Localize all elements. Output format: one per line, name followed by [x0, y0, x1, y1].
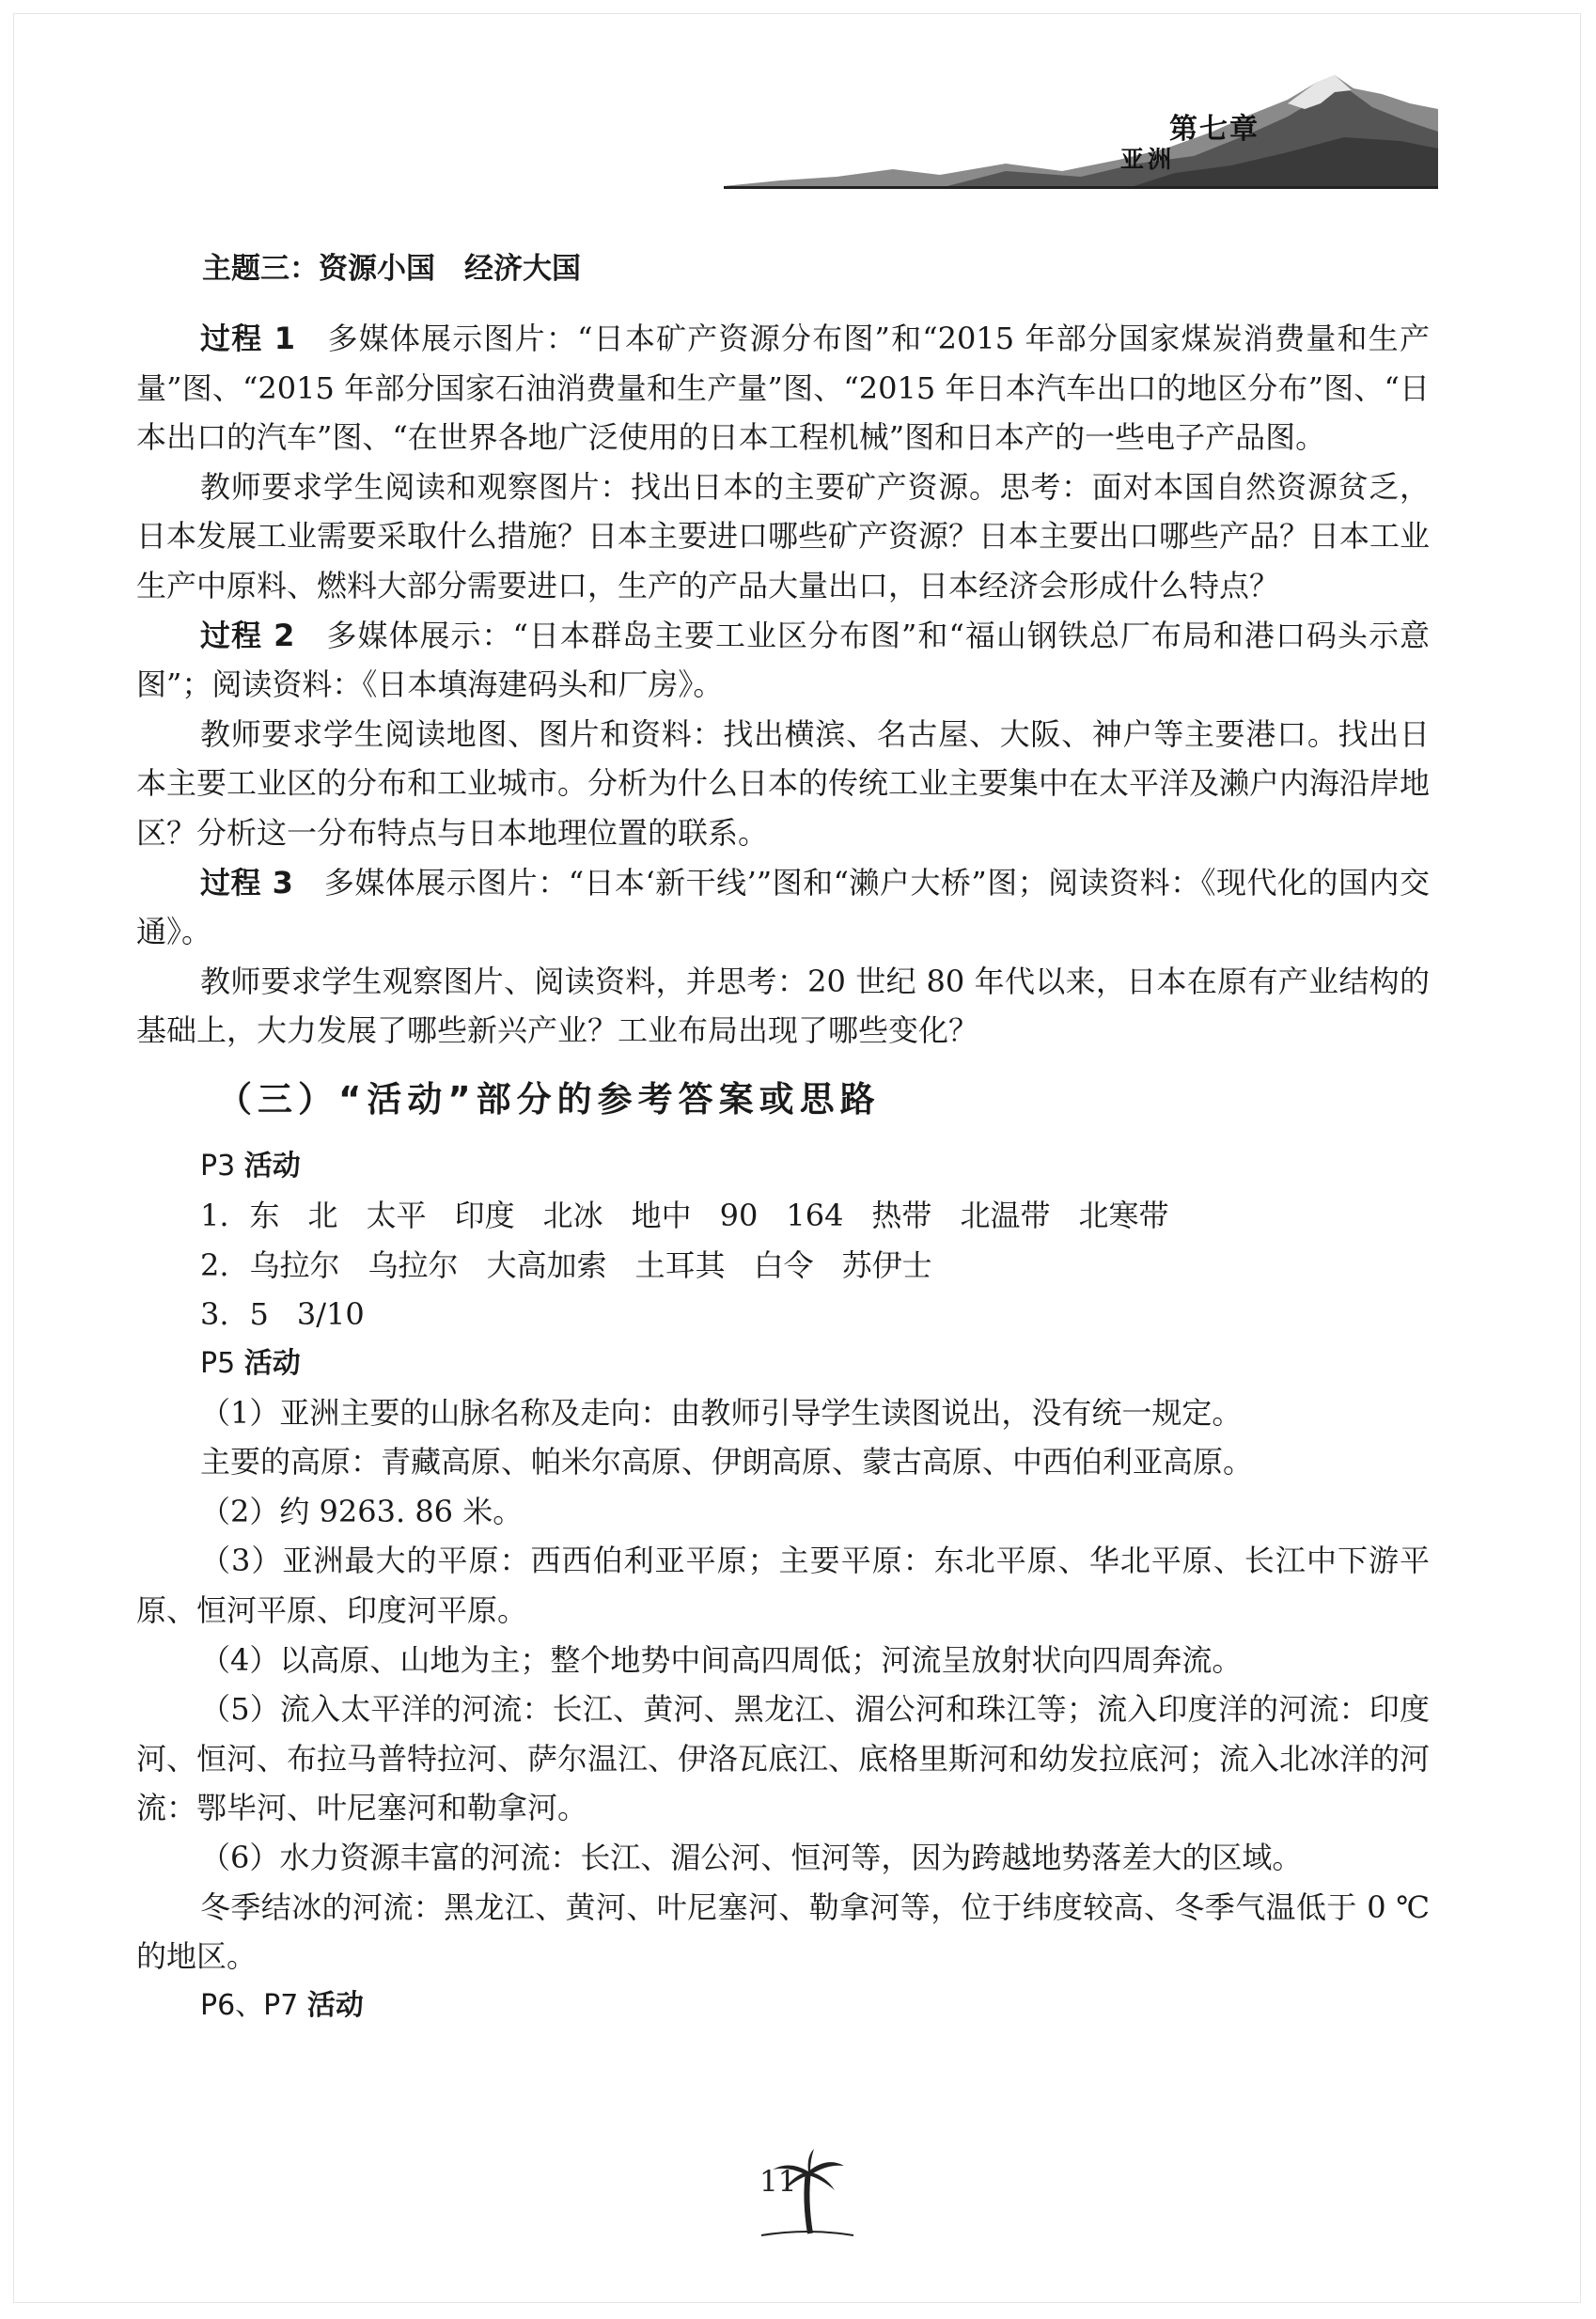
- p5-answer-3: （3）亚洲最大的平原：西西伯利亚平原；主要平原：东北平原、华北平原、长江中下游平原、恒河平原、印度河平原。: [136, 1543, 1430, 1629]
- paragraph-2: 教师要求学生阅读地图、图片和资料：找出横滨、名古屋、大阪、神户等主要港口。找出日本主要工业区的分布和工业城市。分析为什么日本的传统工业主要集中在太平洋及濑户内海沿岸地区？分析这一分布特点与日本地理位置的联系。: [136, 715, 1431, 851]
- process-1-text: 多媒体展示图片：“日本矿产资源分布图”和“2015 年部分国家煤炭消费量和生产量”图、“2015 年部分国家石油消费量和生产量”图、“2015 年日本汽车出口的地区分布”图、“日本出口的汽车”图、“在世界各地广泛使用的日本工程机械”图和日本产的一些电子产品图。: [136, 321, 1430, 456]
- process-2-text: 多媒体展示：“日本群岛主要工业区分布图”和“福山钢铁总厂布局和港口码头示意图”；阅读资料：《日本填海建码头和厂房》。: [136, 617, 1430, 703]
- answer-item: 北冰: [542, 1197, 603, 1233]
- answer-item: 地中: [631, 1197, 692, 1233]
- p5-answer-6b: 冬季结冰的河流：黑龙江、黄河、叶尼塞河、勒拿河等，位于纬度较高、冬季气温低于 0 ℃的地区。: [136, 1888, 1430, 1975]
- p5-heading: [200, 1340, 1430, 1388]
- answer-item: 北温带: [960, 1197, 1051, 1233]
- page-number: 11: [759, 2165, 797, 2199]
- p6-p7-page: P6、P7: [200, 1988, 299, 2022]
- answer-item: 土耳其: [634, 1246, 726, 1283]
- paragraph-3: 教师要求学生观察图片、阅读资料，并思考：20 世纪 80 年代以来，日本在原有产业结构的基础上，大力发展了哪些新兴产业？工业布局出现了哪些变化？: [136, 963, 1430, 1049]
- answer-item: 苏伊士: [841, 1246, 932, 1283]
- p5-answer-6: （6）水力资源丰富的河流：长江、湄公河、恒河等，因为跨越地势落差大的区域。: [200, 1840, 1303, 1876]
- answer-item: 太平: [366, 1197, 427, 1233]
- p3-activity-word: 活动: [243, 1149, 301, 1183]
- process-3-text: 多媒体展示图片：“日本‘新干线’”图和“濑户大桥”图；阅读资料：《现代化的国内交通》。: [136, 864, 1430, 950]
- main-content: [136, 243, 1430, 2030]
- process-2-paragraph: [136, 611, 1430, 710]
- p6-p7-heading: [200, 1982, 1430, 2030]
- answer-item: 大高加索: [486, 1246, 607, 1283]
- process-3-label: 过程 3: [200, 864, 293, 901]
- p3-answer-line-3: 3. 5 3/10: [200, 1290, 1430, 1340]
- p5-activity-word: 活动: [243, 1346, 301, 1380]
- mountain-header-icon: [724, 66, 1438, 207]
- answer-item: 北: [307, 1197, 338, 1233]
- process-3-paragraph: [136, 858, 1430, 957]
- process-2-label: 过程 2: [200, 617, 295, 653]
- answer-item: 北寒带: [1078, 1197, 1169, 1233]
- answer-item: 90: [719, 1197, 759, 1233]
- p5-answer-2: （2）约 9263. 86 米。: [200, 1493, 524, 1529]
- p5-page: P5: [200, 1346, 236, 1380]
- p3-heading: [200, 1142, 1430, 1191]
- section-title: （三）“活动”部分的参考答案或思路: [217, 1078, 881, 1120]
- answer-item: 164: [786, 1197, 844, 1233]
- answer-item: 乌拉尔: [249, 1246, 340, 1283]
- answer-item: 5: [249, 1296, 269, 1333]
- paragraph-1: 教师要求学生阅读和观察图片：找出日本的主要矿产资源。思考：面对本国自然资源贫乏，日本发展工业需要采取什么措施？日本主要进口哪些矿产资源？日本主要出口哪些产品？日本工业生产中原料、燃料大部分需要进口，生产的产品大量出口，日本经济会形成什么特点？: [136, 468, 1431, 603]
- answer-item: 乌拉尔: [368, 1246, 459, 1283]
- answer-item: 白令: [753, 1246, 814, 1283]
- answer-item: 3/10: [296, 1296, 365, 1333]
- chapter-subtitle: 亚洲: [1120, 146, 1176, 173]
- answer-item: 热带: [871, 1197, 932, 1233]
- p3-answer-line-1: 1. 东 北 太平 印度 北冰 地中 90 164 热带 北温带 北寒带: [200, 1191, 1430, 1241]
- process-1-paragraph: [136, 314, 1430, 462]
- theme-title: 主题三：资源小国 经济大国: [202, 252, 581, 286]
- p5-answer-1b: 主要的高原：青藏高原、帕米尔高原、伊朗高原、蒙古高原、中西伯利亚高原。: [200, 1444, 1254, 1481]
- p6-p7-activity-word: 活动: [306, 1988, 364, 2022]
- p5-answer-4: （4）以高原、山地为主；整个地势中间高四周低；河流呈放射状向四周奔流。: [200, 1641, 1243, 1678]
- p3-answer-line-2: 2. 乌拉尔 乌拉尔 大高加索 土耳其 白令 苏伊士: [200, 1241, 1430, 1291]
- answer-item: 印度: [454, 1197, 515, 1233]
- process-1-label: 过程 1: [200, 321, 296, 356]
- p5-answer-5: （5）流入太平洋的河流：长江、黄河、黑龙江、湄公河和珠江等；流入印度洋的河流：印度河、恒河、布拉马普特拉河、萨尔温江、伊洛瓦底江、底格里斯河和幼发拉底河；流入北冰洋的河流：鄂毕河、叶尼塞河和勒拿河。: [136, 1691, 1431, 1826]
- answer-item: 东: [249, 1197, 280, 1233]
- p3-page: P3: [200, 1149, 236, 1183]
- chapter-label: 第七章: [1169, 113, 1260, 146]
- p5-answer-1: （1）亚洲主要的山脉名称及走向：由教师引导学生读图说出，没有统一规定。: [200, 1394, 1243, 1431]
